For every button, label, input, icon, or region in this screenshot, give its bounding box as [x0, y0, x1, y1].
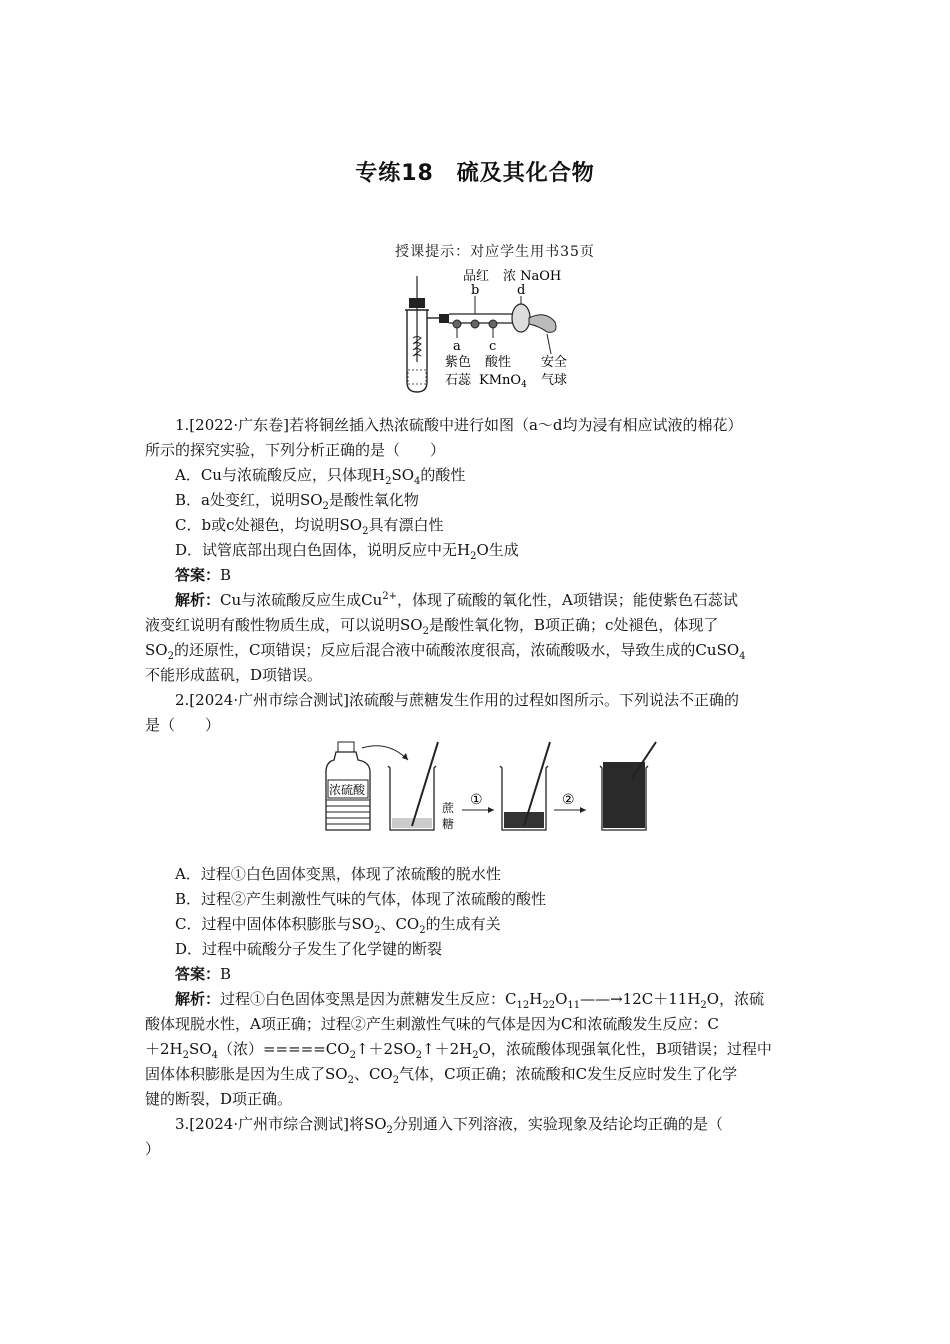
q2-analysis-line1: 解析：过程①白色固体变黑是因为蔗糖发生反应：$C_{12}H_{22}O_{11}——\to 12C+11H_2O$，浓硫 [175, 990, 765, 1011]
q2-stem-line1: 2.[2024·广州市综合测试]浓硫酸与蔗糖发生作用的过程如图所示。下列说法不正确的 [175, 691, 739, 709]
q1-stem-line1: 1.[2022·广东卷]若将铜丝插入热浓硫酸中进行如图（a～d均为浸有相应试液的棉花） [175, 416, 743, 434]
sugar-label-2: 糖 [442, 817, 455, 831]
sugar-label-1: 蔗 [442, 801, 455, 815]
sugar-reaction-figure [322, 738, 662, 838]
q2-option-b: B．过程②产生刺激性气味的气体，体现了浓硫酸的酸性 [175, 890, 547, 908]
teaching-hint: 授课提示：对应学生用书35页 [395, 244, 595, 260]
label-purple: 紫色 [445, 355, 472, 370]
q2-analysis-line2: 酸体现脱水性，A项正确；过程②产生刺激性气味的气体是因为C和浓硫酸发生反应：C [145, 1015, 719, 1033]
q2-analysis-line5: 键的断裂，D项正确。 [145, 1090, 293, 1108]
label-pinhong: 品红 [463, 269, 490, 284]
q1-stem-line2: 所示的探究实验，下列分析正确的是（ ） [145, 441, 446, 459]
q1-analysis-line1: 解析：Cu与浓硫酸反应生成$Cu^{2+}$，体现了硫酸的氧化性，A项错误；能使紫色石蕊试 [175, 591, 738, 609]
bottle-label: 浓硫酸 [329, 783, 366, 797]
label-b: b [471, 283, 480, 298]
label-c: c [489, 339, 497, 354]
q3-stem-line1: 3.[2024·广州市综合测试]将$SO_2$分别通入下列溶液，实验现象及结论均正确的是（ [175, 1115, 723, 1136]
page-title: 专练18 硫及其化合物 [355, 161, 595, 186]
q3-stem-line2: ） [145, 1140, 161, 1158]
q2-analysis-line3: $+2H_2SO_4$（浓）$=====CO_2↑+2SO_2↑+2H_2O$，浓硫酸体现强氧化性，B项错误；过程中 [145, 1040, 772, 1061]
q2-stem-line2: 是（ ） [145, 716, 221, 734]
q1-analysis-line4: 不能形成蓝矾，D项错误。 [145, 666, 323, 684]
q1-analysis-line3: $SO_2$的还原性，C项错误；反应后混合液中硫酸浓度很高，浓硫酸吸水，导致生成的CuSO$_4$ [145, 641, 746, 662]
label-kmno4: KMnO$_4$ [479, 373, 527, 390]
q2-option-d: D．过程中硫酸分子发生了化学键的断裂 [175, 940, 443, 958]
label-naoh: 浓 NaOH [503, 269, 562, 284]
label-litmus: 石蕊 [445, 373, 472, 388]
label-safety: 安全 [541, 355, 568, 370]
apparatus-figure-1 [395, 262, 585, 394]
step-2-label: ② [562, 792, 575, 808]
q2-option-c: C．过程中固体体积膨胀与$SO_2$、$CO_2$的生成有关 [175, 915, 501, 936]
q2-analysis-line4: 固体体积膨胀是因为生成了$SO_2$、$CO_2$气体，C项正确；浓硫酸和C发生反应时发生了化学 [145, 1065, 738, 1086]
label-a: a [453, 339, 461, 354]
q1-analysis-line2: 液变红说明有酸性物质生成，可以说明$SO_2$是酸性氧化物，B项正确；c处褪色，体现了 [145, 616, 719, 637]
q2-answer: 答案：B [175, 965, 232, 983]
step-1-label: ① [470, 792, 483, 808]
q1-option-d: D．试管底部出现白色固体，说明反应中无$H_2O$生成 [175, 541, 519, 562]
q1-answer: 答案：B [175, 566, 232, 584]
label-balloon: 气球 [541, 373, 568, 388]
label-acidic: 酸性 [485, 355, 512, 370]
q1-option-c: C．b或c处褪色，均说明$SO_2$具有漂白性 [175, 516, 444, 537]
label-d: d [517, 283, 526, 298]
q1-option-b: B．a处变红，说明$SO_2$是酸性氧化物 [175, 491, 419, 512]
q1-option-a: A．Cu与浓硫酸反应，只体现$H_2SO_4$的酸性 [175, 466, 466, 487]
q2-option-a: A．过程①白色固体变黑，体现了浓硫酸的脱水性 [175, 865, 501, 883]
